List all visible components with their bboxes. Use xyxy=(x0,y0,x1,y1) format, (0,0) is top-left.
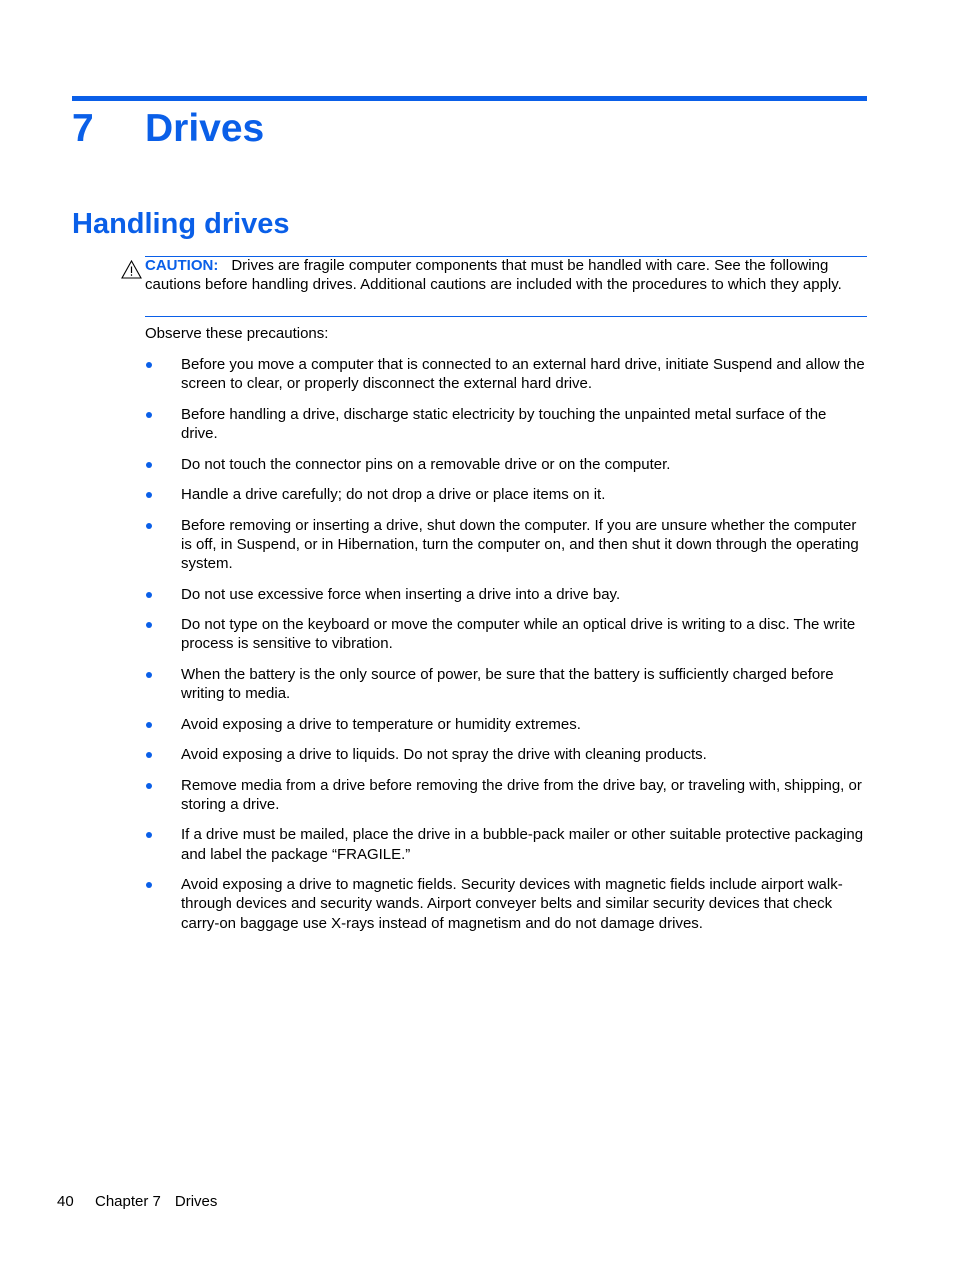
list-item-text: If a drive must be mailed, place the drive in a bubble-pack mailer or other suitable protective packaging and label the package “FRAGILE.” xyxy=(181,826,864,863)
bullet-icon xyxy=(146,462,152,468)
list-item xyxy=(145,516,867,574)
list-item xyxy=(145,405,867,444)
bullet-icon xyxy=(146,722,152,728)
bullet-icon xyxy=(146,622,152,628)
chapter-title: Drives xyxy=(145,107,265,150)
chapter-heading xyxy=(72,106,264,152)
list-item xyxy=(145,745,867,764)
bullet-icon xyxy=(146,672,152,678)
bullet-icon xyxy=(146,492,152,498)
list-item-text: Do not use excessive force when inserting a drive into a drive bay. xyxy=(181,585,621,603)
caution-paragraph xyxy=(145,256,867,295)
bullet-icon xyxy=(146,412,152,418)
chapter-rule xyxy=(72,96,867,101)
list-item xyxy=(145,776,867,815)
list-item xyxy=(145,455,867,474)
list-item-text: Avoid exposing a drive to magnetic fields. Security devices with magnetic fields include airport walk-through devices and security wands. Airport conveyer belts and similar security devices that check carry-on baggage use X-rays instead of magnetism and do not damage drives. xyxy=(181,876,843,932)
page-number: 40 xyxy=(57,1193,74,1210)
list-item-text: Before handling a drive, discharge static electricity by touching the unpainted metal surface of the drive. xyxy=(181,405,827,443)
caution-label: CAUTION: xyxy=(145,257,219,274)
chapter-number: 7 xyxy=(72,107,94,150)
bullet-icon xyxy=(146,592,152,598)
list-item-text: Avoid exposing a drive to liquids. Do not spray the drive with cleaning products. xyxy=(181,746,707,764)
list-item-text: Avoid exposing a drive to temperature or humidity extremes. xyxy=(181,715,581,733)
bullet-icon xyxy=(146,882,152,888)
list-item xyxy=(145,615,867,654)
list-item-text: Do not touch the connector pins on a removable drive or on the computer. xyxy=(181,455,671,473)
footer-chapter-label: Chapter 7 xyxy=(95,1193,161,1210)
list-item-text: When the battery is the only source of power, be sure that the battery is sufficiently charged before writing to media. xyxy=(181,665,834,703)
bullet-icon xyxy=(146,783,152,789)
list-item-text: Before removing or inserting a drive, shut down the computer. If you are unsure whether the computer is off, in Suspend, or in Hibernation, turn the computer on, and then shut it down through the operating system. xyxy=(181,516,859,573)
bullet-icon xyxy=(146,832,152,838)
page-footer xyxy=(57,1192,217,1211)
bullet-icon xyxy=(146,752,152,758)
list-item xyxy=(145,825,867,864)
precautions-list xyxy=(145,355,867,944)
bullet-icon xyxy=(146,523,152,529)
list-item xyxy=(145,665,867,704)
list-item-text: Remove media from a drive before removing the drive from the drive bay, or traveling with, shipping, or storing a drive. xyxy=(181,776,862,813)
footer-chapter-title: Drives xyxy=(174,1193,218,1210)
list-item xyxy=(145,485,867,504)
caution-note xyxy=(145,256,867,317)
list-item xyxy=(145,585,867,604)
caution-text: Drives are fragile computer components that must be handled with care. See the following cautions before handling drives. Additional cautions are included with the procedures to which they apply. xyxy=(145,257,842,294)
list-item-text: Before you move a computer that is connected to an external hard drive, initiate Suspend and allow the screen to clear, or properly disconnect the external hard drive. xyxy=(181,356,865,393)
warning-triangle-icon xyxy=(121,260,142,279)
list-item xyxy=(145,715,867,734)
list-item-text: Handle a drive carefully; do not drop a drive or place items on it. xyxy=(181,486,606,504)
section-heading: Handling drives xyxy=(72,208,290,240)
bullet-icon xyxy=(146,362,152,368)
list-item-text: Do not type on the keyboard or move the computer while an optical drive is writing to a disc. The write process is sensitive to vibration. xyxy=(181,616,856,653)
precautions-intro: Observe these precautions: xyxy=(145,325,329,342)
list-item xyxy=(145,355,867,394)
list-item xyxy=(145,875,867,933)
